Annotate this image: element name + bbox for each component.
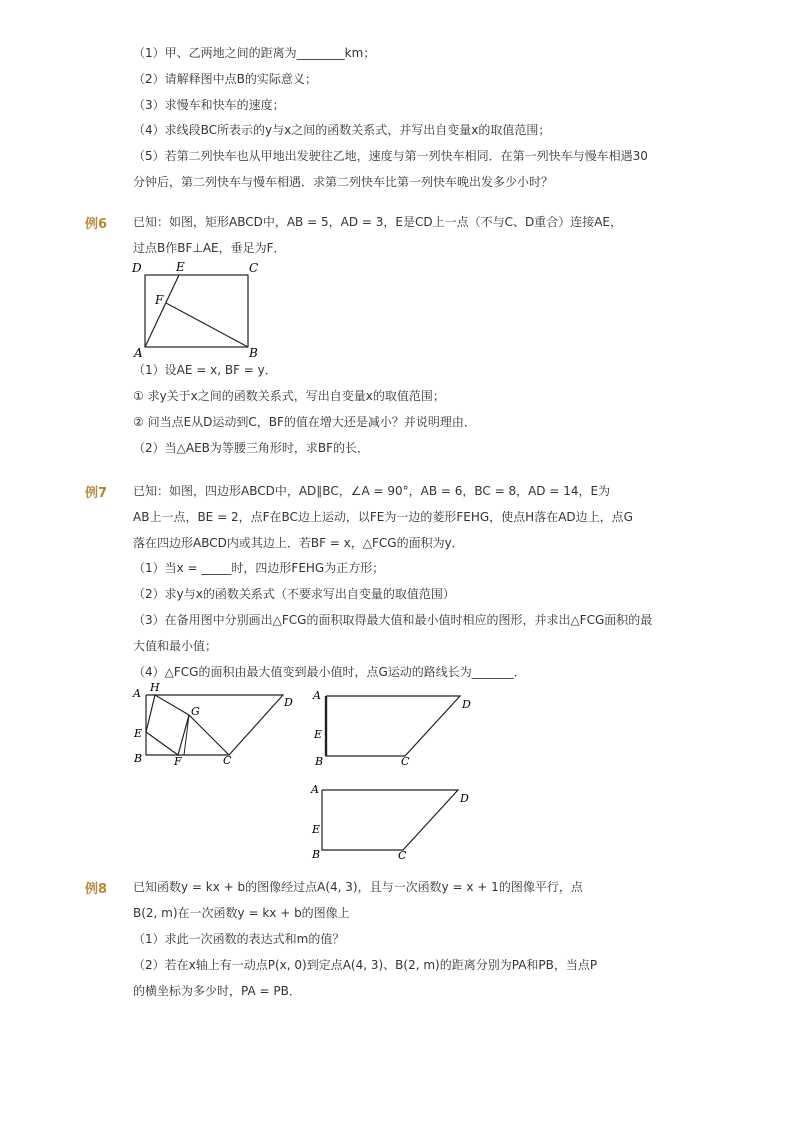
backup2-quadrilateral <box>322 790 458 850</box>
segment-ae <box>145 275 179 347</box>
fig1-label-a: A <box>133 687 141 700</box>
intro-line-4: （4）求线段BC所表示的y与x之间的函数关系式，并写出自变量x的取值范围； <box>133 123 551 137</box>
fig1-label-b: B <box>134 752 143 765</box>
ex7-line-7: 大值和最小值； <box>133 639 218 653</box>
label-c: C <box>249 261 259 275</box>
ex7-figure-backup-1 <box>310 686 480 772</box>
fig3-label-c: C <box>398 849 407 862</box>
fig2-label-e: E <box>314 728 323 741</box>
ex7-line-5: （2）求y与x的函数关系式（不要求写出自变量的取值范围） <box>133 587 455 601</box>
ex6-line-4: ① 求y关于x之间的函数关系式，写出自变量x的取值范围； <box>133 389 445 403</box>
segment-gc <box>189 715 229 755</box>
ex7-figure-main <box>128 680 298 770</box>
fig3-label-b: B <box>312 848 321 861</box>
segment-bf <box>166 303 248 347</box>
example-6-label: 例6 <box>85 217 108 232</box>
fig2-label-a: A <box>313 689 321 702</box>
fig1-label-e: E <box>134 727 143 740</box>
ex7-line-3: 落在四边形ABCD内或其边上．若BF = x，△FCG的面积为y． <box>133 536 464 550</box>
fig1-label-f: F <box>174 755 182 768</box>
intro-line-3: （3）求慢车和快车的速度； <box>133 98 285 112</box>
fig3-label-d: D <box>460 792 469 805</box>
fig2-label-d: D <box>462 698 471 711</box>
intro-line-6: 分钟后，第二列快车与慢车相遇．求第二列快车比第一列快车晚出发多少小时？ <box>133 175 554 189</box>
label-e: E <box>176 260 185 274</box>
ex6-line-1: 已知：如图，矩形ABCD中，AB = 5，AD = 3，E是CD上一点（不与C、D重合）连接AE， <box>133 215 622 229</box>
ex7-line-2: AB上一点，BE = 2，点F在BC边上运动，以FE为一边的菱形FEHG，使点H落在AD边上，点G <box>133 510 633 524</box>
ex8-line-1: 已知函数y = kx + b的图像经过点A(4, 3)，且与一次函数y = x + 1的图像平行，点 <box>133 880 583 894</box>
intro-line-2: （2）请解释图中点B的实际意义； <box>133 72 317 86</box>
ex8-line-2: B(2, m)在一次函数y = kx + b的图像上 <box>133 906 350 920</box>
label-a: A <box>134 346 143 360</box>
fig2-label-b: B <box>315 755 324 768</box>
backup1-quadrilateral <box>326 696 460 756</box>
fig1-label-c: C <box>223 754 232 767</box>
fig3-label-e: E <box>312 823 321 836</box>
label-d: D <box>132 261 142 275</box>
ex7-line-1: 已知：如图，四边形ABCD中，AD∥BC，∠A = 90°，AB = 6，BC = 8，AD = 14，E为 <box>133 484 611 498</box>
ex6-figure-rectangle <box>128 258 268 360</box>
fig1-label-d: D <box>284 696 293 709</box>
rhombus-fehg <box>146 695 189 755</box>
ex6-line-2: 过点B作BF⊥AE，垂足为F． <box>133 241 286 255</box>
ex7-figure-backup-2 <box>310 780 480 866</box>
label-f: F <box>155 293 164 307</box>
ex7-line-6: （3）在备用图中分别画出△FCG的面积取得最大值和最小值时相应的图形，并求出△FCG面积的最 <box>133 613 653 627</box>
fig3-label-a: A <box>311 783 319 796</box>
rectangle-abcd <box>145 275 248 347</box>
intro-line-5: （5）若第二列快车也从甲地出发驶往乙地，速度与第一列快车相同．在第一列快车与慢车相遇30 <box>133 149 648 163</box>
ex6-line-6: （2）当△AEB为等腰三角形时，求BF的长． <box>133 441 370 455</box>
ex7-line-8: （4）△FCG的面积由最大值变到最小值时，点G运动的路线长为_______． <box>133 665 526 679</box>
segment-g-perp <box>184 715 189 755</box>
ex7-line-4: （1）当x = _____时，四边形FEHG为正方形； <box>133 561 385 575</box>
fig1-label-g: G <box>191 705 200 718</box>
quadrilateral-abcd <box>146 695 283 755</box>
label-b: B <box>249 346 258 360</box>
ex8-line-4: （2）若在x轴上有一动点P(x, 0)到定点A(4, 3)、B(2, m)的距离分别为PA和PB，当点P <box>133 958 598 972</box>
ex8-line-3: （1）求此一次函数的表达式和m的值？ <box>133 932 345 946</box>
ex6-line-5: ② 问当点E从D运动到C，BF的值在增大还是减小？并说明理由． <box>133 415 476 429</box>
ex6-line-3: （1）设AE = x, BF = y． <box>133 363 277 377</box>
fig2-label-c: C <box>401 755 410 768</box>
example-7-label: 例7 <box>85 486 108 501</box>
fig1-label-h: H <box>150 681 160 694</box>
ex8-line-5: 的横坐标为多少时，PA = PB． <box>133 984 301 998</box>
example-8-label: 例8 <box>85 882 108 897</box>
intro-line-1: （1）甲、乙两地之间的距离为________km； <box>133 46 376 60</box>
